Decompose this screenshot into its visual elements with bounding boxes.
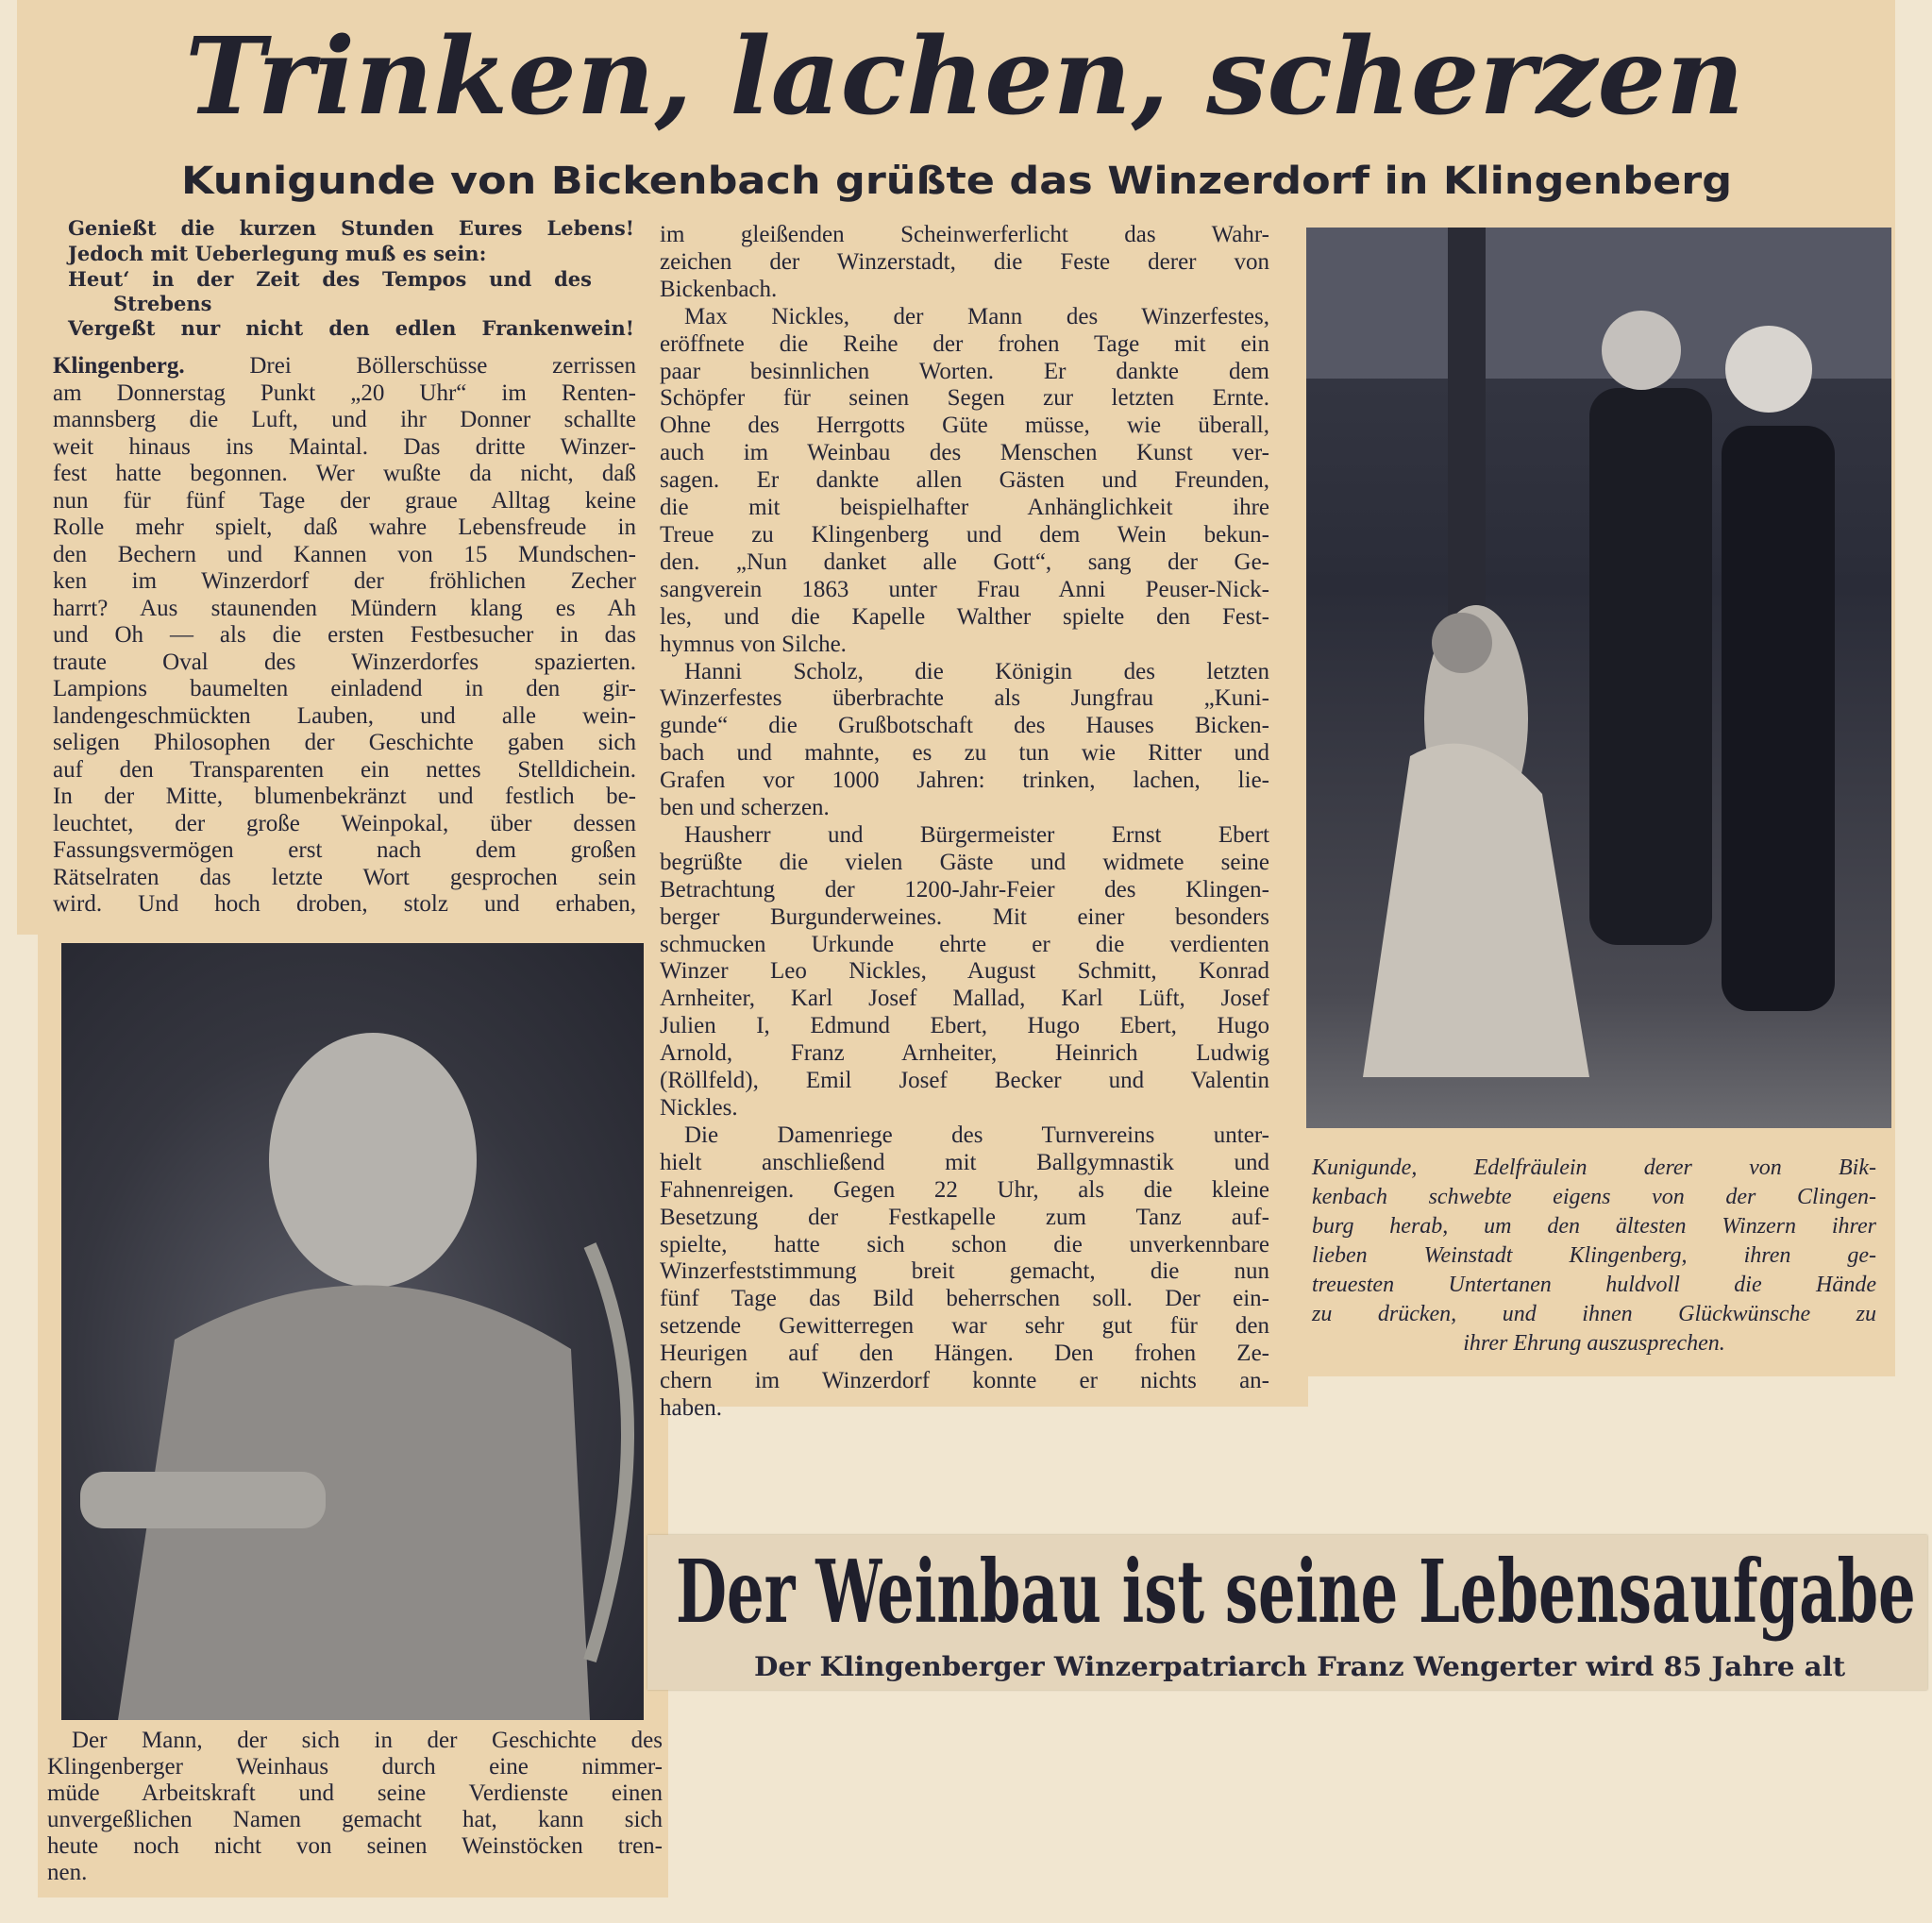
text-line: bach und mahnte, es zu tun wie Ritter und bbox=[660, 740, 1269, 767]
text-line: Hanni Scholz, die Königin des letzten bbox=[684, 658, 1269, 684]
poem-line: Heut‘ in der Zeit des Tempos und des bbox=[68, 267, 592, 291]
text-line: begrüßte die vielen Gäste und widmete seine bbox=[660, 849, 1269, 875]
text-line: Winzerfestes überbrachte als Jungfrau „Kuni- bbox=[660, 685, 1269, 712]
text-line: paar besinnlichen Worten. Er dankte dem bbox=[660, 358, 1269, 384]
text-line: traute Oval des Winzerdorfes spazierten. bbox=[53, 649, 636, 675]
photo-kunigunde-greeting-winemakers bbox=[1306, 228, 1891, 1128]
text-line: Schöpfer für seinen Segen zur letzten Ernte. bbox=[660, 385, 1269, 412]
woman-dress bbox=[1363, 744, 1589, 1077]
text-line: hymnus von Silche. bbox=[660, 631, 847, 657]
article-column-1 bbox=[53, 353, 636, 919]
text-line: chern im Winzerdorf konnte er nichts an- bbox=[660, 1368, 1269, 1394]
text-line: den. „Nun danket alle Gott“, sang der Ge- bbox=[660, 548, 1269, 575]
text-line: Hausherr und Bürgermeister Ernst Ebert bbox=[684, 821, 1269, 848]
text-line: leuchtet, der große Weinpokal, über dessen bbox=[53, 810, 636, 836]
photo-caption-wengerter bbox=[47, 1728, 663, 1886]
text-line: spielte, hatte sich schon die unverkennbare bbox=[660, 1231, 1269, 1257]
text-line: zu drücken, und ihnen Glückwünsche zu bbox=[1312, 1302, 1876, 1326]
text-line: den Bechern und Kannen von 15 Mundschen- bbox=[53, 541, 636, 567]
text-line: auch im Weinbau des Menschen Kunst ver- bbox=[660, 440, 1269, 466]
text-line: harrt? Aus staunenden Mündern klang es Ah bbox=[53, 595, 636, 621]
text-line: Kunigunde, Edelfräulein derer von Bik- bbox=[1312, 1155, 1876, 1180]
elderly-man bbox=[1722, 426, 1835, 1011]
text-line: Grafen vor 1000 Jahren: trinken, lachen, lie- bbox=[660, 768, 1269, 794]
wooden-post bbox=[1448, 228, 1486, 624]
text-line: mannsberg die Luft, und ihr Donner schallte bbox=[53, 407, 636, 432]
poem-line: Genießt die kurzen Stunden Eures Lebens! bbox=[68, 216, 634, 240]
text-line: Ohne des Herrgotts Güte müsse, wie überall, bbox=[660, 413, 1269, 439]
text-line: Winzer Leo Nickles, August Schmitt, Konrad bbox=[660, 958, 1269, 985]
photo-franz-wengerter bbox=[61, 943, 644, 1720]
text-line: sangverein 1863 unter Frau Anni Peuser-Nick- bbox=[660, 576, 1269, 602]
text-line: lieben Weinstadt Klingenberg, ihren ge- bbox=[1312, 1243, 1876, 1268]
text-line: nen. bbox=[47, 1860, 88, 1885]
man-arm bbox=[80, 1472, 326, 1528]
text-line: ken im Winzerdorf der fröhlichen Zecher bbox=[53, 568, 636, 594]
text-line: Fahnenreigen. Gegen 22 Uhr, als die kleine bbox=[660, 1176, 1269, 1203]
poem-line: Vergeßt nur nicht den edlen Frankenwein! bbox=[68, 316, 634, 340]
text-line: Lampions baumelten einladend in den gir- bbox=[53, 676, 636, 701]
dateline: Klingenberg. bbox=[53, 353, 185, 379]
headline-container bbox=[185, 15, 1745, 139]
text-line: haben. bbox=[660, 1394, 722, 1421]
text-line: fünf Tage das Bild beherrschen soll. Der ein- bbox=[660, 1286, 1269, 1312]
text-line: im gleißenden Scheinwerferlicht das Wahr- bbox=[660, 222, 1269, 247]
text-line: Fassungsvermögen erst nach dem großen bbox=[53, 837, 636, 863]
poem-line: Jedoch mit Ueberlegung muß es sein: bbox=[68, 242, 487, 265]
poem bbox=[68, 215, 634, 341]
text-line: ihrer Ehrung auszusprechen. bbox=[1463, 1331, 1725, 1356]
text-line: auf den Transparenten ein nettes Stelldichein. bbox=[53, 756, 636, 783]
text-line: heute noch nicht von seinen Weinstöcken tren- bbox=[47, 1833, 663, 1859]
text-line: zeichen der Winzerstadt, die Feste derer von bbox=[660, 248, 1269, 275]
text-line: unvergeßlichen Namen gemacht hat, kann sich bbox=[47, 1807, 663, 1832]
article-column-2 bbox=[660, 222, 1269, 1423]
subheadline-container bbox=[181, 160, 1733, 203]
subheadline2-container bbox=[754, 1651, 1846, 1682]
headline2-container bbox=[676, 1541, 1932, 1643]
text-line: berger Burgunderweines. Mit einer besonders bbox=[660, 903, 1269, 930]
man-in-suit bbox=[1589, 388, 1712, 945]
man-head bbox=[1602, 311, 1681, 390]
text-line: fest hatte begonnen. Wer wußte da nicht, daß bbox=[53, 461, 636, 486]
text-line: die mit beispielhafter Anhänglichkeit ihre bbox=[660, 495, 1269, 521]
text-line: schmucken Urkunde ehrte er die verdienten bbox=[660, 931, 1269, 957]
text-line: hielt anschließend mit Ballgymnastik und bbox=[660, 1149, 1269, 1175]
photo-scene bbox=[1306, 228, 1891, 1128]
photo-portrait bbox=[61, 943, 644, 1720]
text-line: treuesten Untertanen huldvoll die Hände bbox=[1312, 1273, 1876, 1297]
article2-subheadline: Der Klingenberger Winzerpatriarch Franz Wengerter wird 85 Jahre alt bbox=[754, 1651, 1846, 1682]
elderly-man-head bbox=[1725, 326, 1812, 413]
text-line: und Oh — als die ersten Festbesucher in das bbox=[53, 622, 636, 648]
text-line-content: Drei Böllerschüsse zerrissen bbox=[249, 353, 637, 379]
text-line: Nickles. bbox=[660, 1095, 738, 1121]
article-headline: Trinken, lachen, scherzen bbox=[185, 15, 1745, 139]
text-line: weit hinaus ins Maintal. Das dritte Winzer- bbox=[53, 433, 636, 460]
chair-back bbox=[590, 1245, 628, 1661]
text-line: In der Mitte, blumenbekränzt und festlich be- bbox=[53, 784, 636, 809]
text-line: Besetzung der Festkapelle zum Tanz auf- bbox=[660, 1204, 1269, 1230]
text-line: seligen Philosophen der Geschichte gaben sich bbox=[53, 730, 636, 755]
text-line: Heurigen auf den Hängen. Den frohen Ze- bbox=[660, 1341, 1269, 1367]
text-line: Klingenberger Weinhaus durch eine nimmer- bbox=[47, 1754, 663, 1780]
text-line bbox=[53, 353, 636, 380]
text-line: müde Arbeitskraft und seine Verdienste einen bbox=[47, 1780, 663, 1806]
text-line: kenbach schwebte eigens von der Clingen- bbox=[1312, 1185, 1876, 1209]
text-line: Rolle mehr spielt, daß wahre Lebensfreude in bbox=[53, 514, 636, 540]
text-line: Max Nickles, der Mann des Winzerfestes, bbox=[684, 303, 1269, 329]
text-line: les, und die Kapelle Walther spielte den Fest- bbox=[660, 603, 1269, 630]
text-line: Die Damenriege des Turnvereins unter- bbox=[684, 1122, 1269, 1148]
text-line: eröffnete die Reihe der frohen Tage mit ein bbox=[660, 330, 1269, 357]
text-line: Rätselraten das letzte Wort gesprochen sein bbox=[53, 864, 636, 890]
text-line: sagen. Er dankte allen Gästen und Freunden, bbox=[660, 467, 1269, 494]
text-line: setzende Gewitterregen war sehr gut für den bbox=[660, 1313, 1269, 1340]
text-line: Arnold, Franz Arnheiter, Heinrich Ludwig bbox=[660, 1040, 1269, 1067]
text-line: Julien I, Edmund Ebert, Hugo Ebert, Hugo bbox=[660, 1013, 1269, 1039]
text-line: gunde“ die Grußbotschaft des Hauses Bicken- bbox=[660, 713, 1269, 739]
text-line: nun für fünf Tage der graue Alltag keine bbox=[53, 487, 636, 514]
text-line: Betrachtung der 1200-Jahr-Feier des Klingen- bbox=[660, 876, 1269, 902]
text-line: ben und scherzen. bbox=[660, 795, 830, 821]
article-subheadline: Kunigunde von Bickenbach grüßte das Winzerdorf in Klingenberg bbox=[181, 160, 1733, 203]
article2-headline: Der Weinbau ist seine Lebensaufgabe bbox=[676, 1541, 1916, 1643]
text-line: (Röllfeld), Emil Josef Becker und Valentin bbox=[660, 1068, 1269, 1094]
text-line: wird. Und hoch droben, stolz und erhaben, bbox=[53, 891, 636, 917]
text-line: Der Mann, der sich in der Geschichte des bbox=[72, 1728, 663, 1753]
text-line: landengeschmückten Lauben, und alle wein- bbox=[53, 702, 636, 729]
text-line: am Donnerstag Punkt „20 Uhr“ im Renten- bbox=[53, 380, 636, 406]
text-line: Winzerfeststimmung breit gemacht, die nun bbox=[660, 1258, 1269, 1285]
text-line: Bickenbach. bbox=[660, 276, 778, 302]
poem-line: Strebens bbox=[113, 292, 212, 315]
text-line: Treue zu Klingenberg und dem Wein bekun- bbox=[660, 521, 1269, 548]
photo-caption-kunigunde bbox=[1312, 1154, 1876, 1358]
text-line: Arnheiter, Karl Josef Mallad, Karl Lüft, Josef bbox=[660, 986, 1269, 1012]
text-line: burg herab, um den ältesten Winzern ihrer bbox=[1312, 1214, 1876, 1239]
woman-head bbox=[1432, 613, 1492, 673]
man-head bbox=[269, 1033, 477, 1288]
